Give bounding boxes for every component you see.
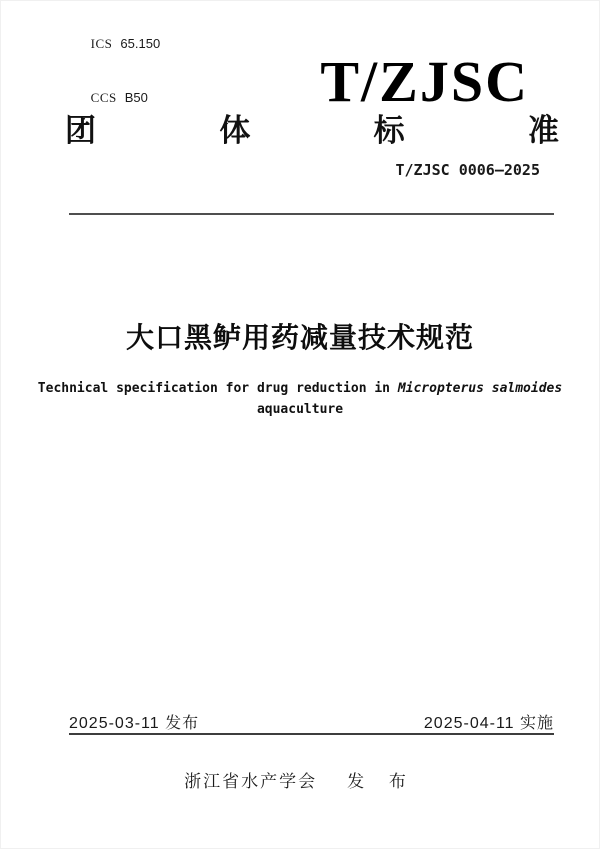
standard-number: T/ZJSC 0006—2025 [395, 161, 540, 179]
doc-type-char: 团 [65, 113, 96, 148]
doc-type-char: 体 [219, 113, 251, 148]
doc-type-char: 标 [373, 113, 405, 148]
species-name: Micropterus salmoides [397, 381, 563, 396]
title-english-line2: aquaculture [256, 402, 344, 417]
standard-body-logo: T/ZJSC [320, 49, 529, 114]
issue-date: 2025-03-11 发布 [69, 715, 200, 732]
doc-type-row [65, 113, 559, 149]
ccs-value: B50 [124, 90, 148, 105]
doc-type-char: 准 [527, 113, 559, 148]
header-divider [69, 213, 554, 215]
dates-row [69, 710, 554, 733]
ics-code-line [69, 17, 160, 71]
title-english-prefix: Technical specification for drug reduction in [37, 381, 398, 396]
publisher-line [1, 767, 599, 792]
publisher-name: 浙江省水产学会 [184, 772, 318, 791]
ics-label: ICS [90, 36, 113, 51]
title-english [31, 378, 569, 420]
footer-divider [69, 733, 554, 735]
publish-label: 发 布 [347, 772, 416, 791]
ics-value: 65.150 [120, 36, 161, 51]
title-chinese: 大口黑鲈用药减量技术规范 [125, 322, 474, 353]
classification-codes [69, 17, 160, 125]
implement-date: 2025-04-11 实施 [423, 715, 554, 732]
ccs-label: CCS [90, 90, 117, 105]
